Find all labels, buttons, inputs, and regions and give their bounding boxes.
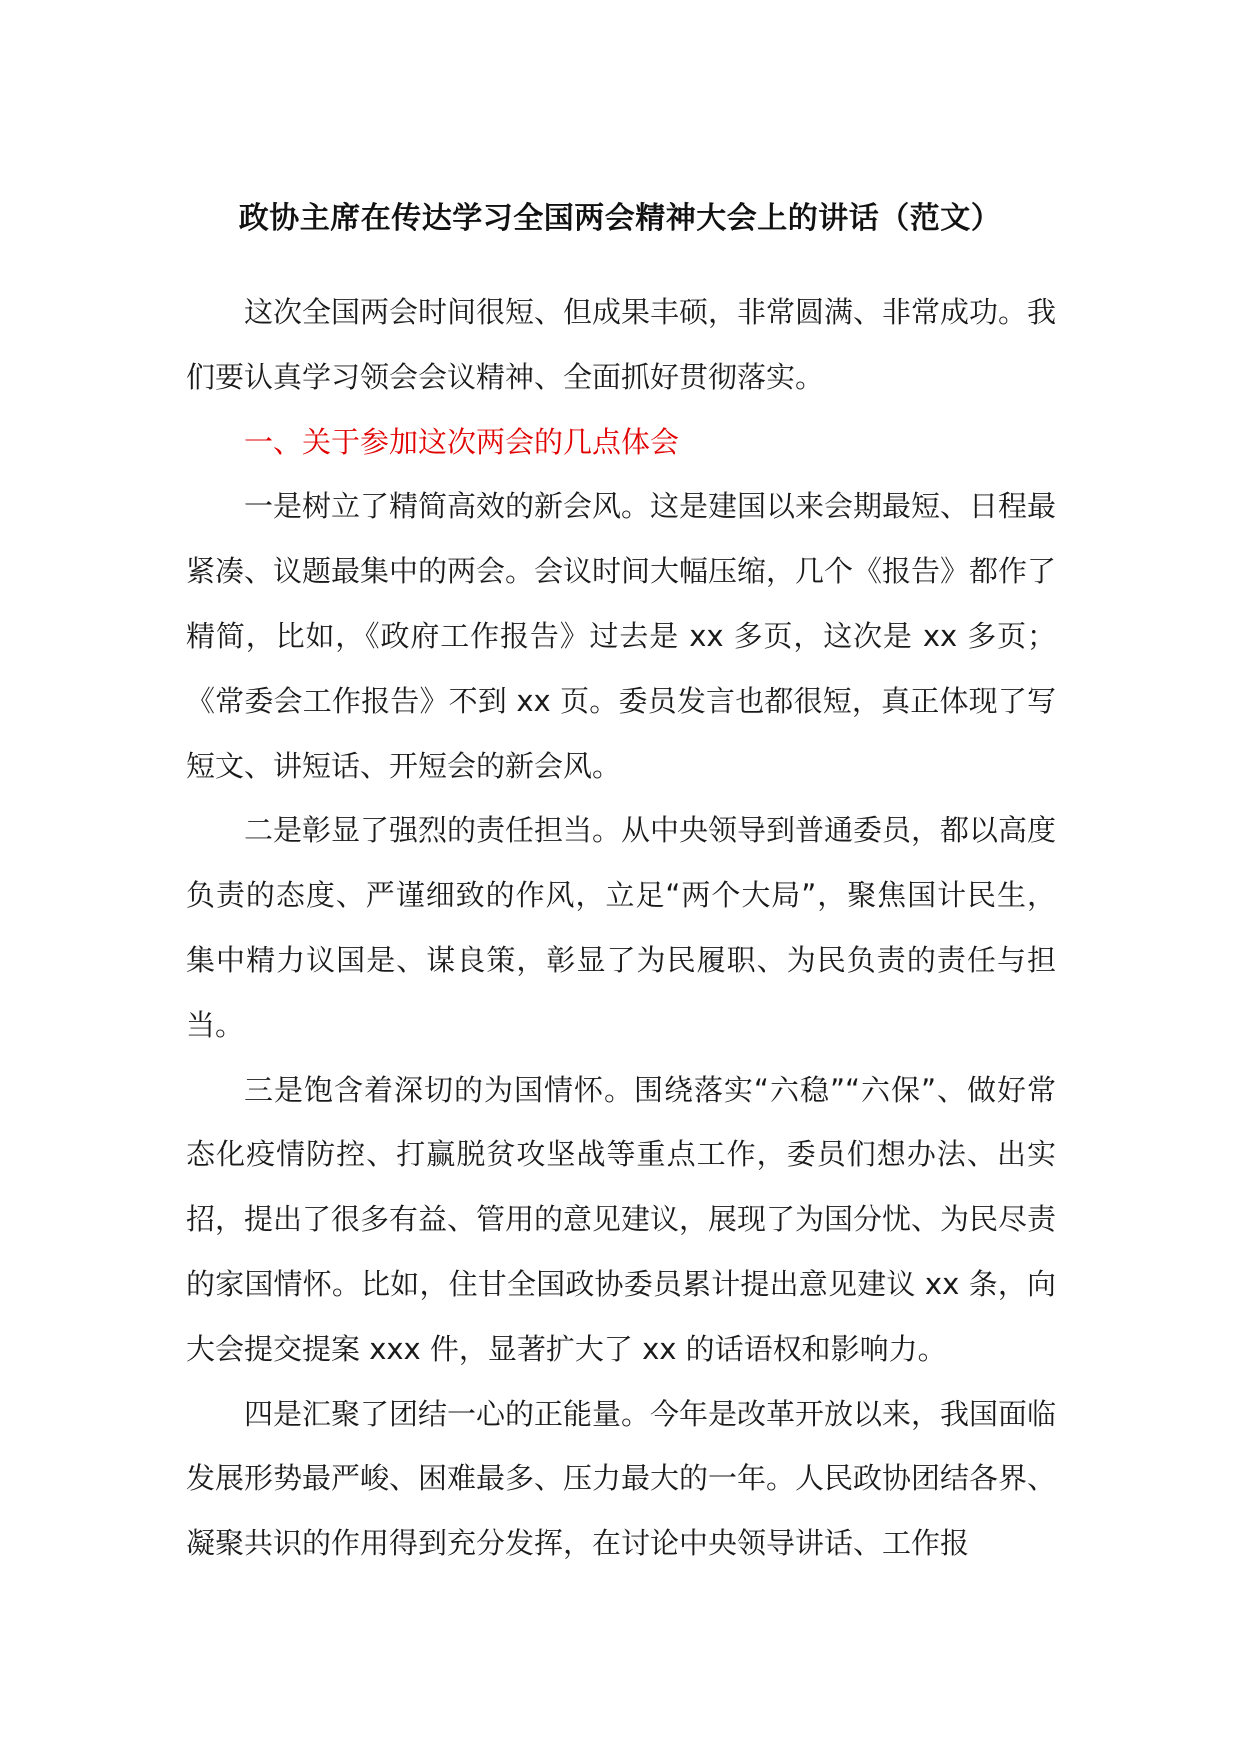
section-heading: 一、关于参加这次两会的几点体会 [244,424,680,459]
paragraph-point-three: 三是饱含着深切的为国情怀。围绕落实“六稳”“六保”、做好常态化疫情防控、打赢脱贫攻坚战等重点工作，委员们想办法、出实招，提出了很多有益、管用的意见建议，展现了为国分忧、为民尽责的家国情怀。比如，住甘全国政协委员累计提出意见建议 xx 条，向大会提交提案 xxx 件，显著扩大了 xx 的话语权和影响力。 [186,1072,1057,1366]
document-body [186,280,1056,1576]
paragraph-point-one: 一是树立了精简高效的新会风。这是建国以来会期最短、日程最紧凑、议题最集中的两会。会议时间大幅压缩，几个《报告》都作了精简，比如，《政府工作报告》过去是 xx 多页，这次是 xx 多页；《常委会工作报告》不到 xx 页。委员发言也都很短，真正体现了写短文、讲短话、开短会的新会风。 [186,489,1057,783]
paragraph-point-two: 二是彰显了强烈的责任担当。从中央领导到普通委员，都以高度负责的态度、严谨细致的作风，立足“两个大局”，聚焦国计民生，集中精力议国是、谋良策，彰显了为民履职、为民负责的责任与担当。 [186,813,1057,1042]
document-title: 政协主席在传达学习全国两会精神大会上的讲话（范文） [238,201,1002,236]
paragraph-intro: 这次全国两会时间很短、但成果丰硕，非常圆满、非常成功。我们要认真学习领会会议精神、全面抓好贯彻落实。 [186,295,1057,394]
paragraph-point-four: 四是汇聚了团结一心的正能量。今年是改革开放以来，我国面临发展形势最严峻、困难最多、压力最大的一年。人民政协团结各界、凝聚共识的作用得到充分发挥，在讨论中央领导讲话、工作报 [186,1396,1057,1561]
